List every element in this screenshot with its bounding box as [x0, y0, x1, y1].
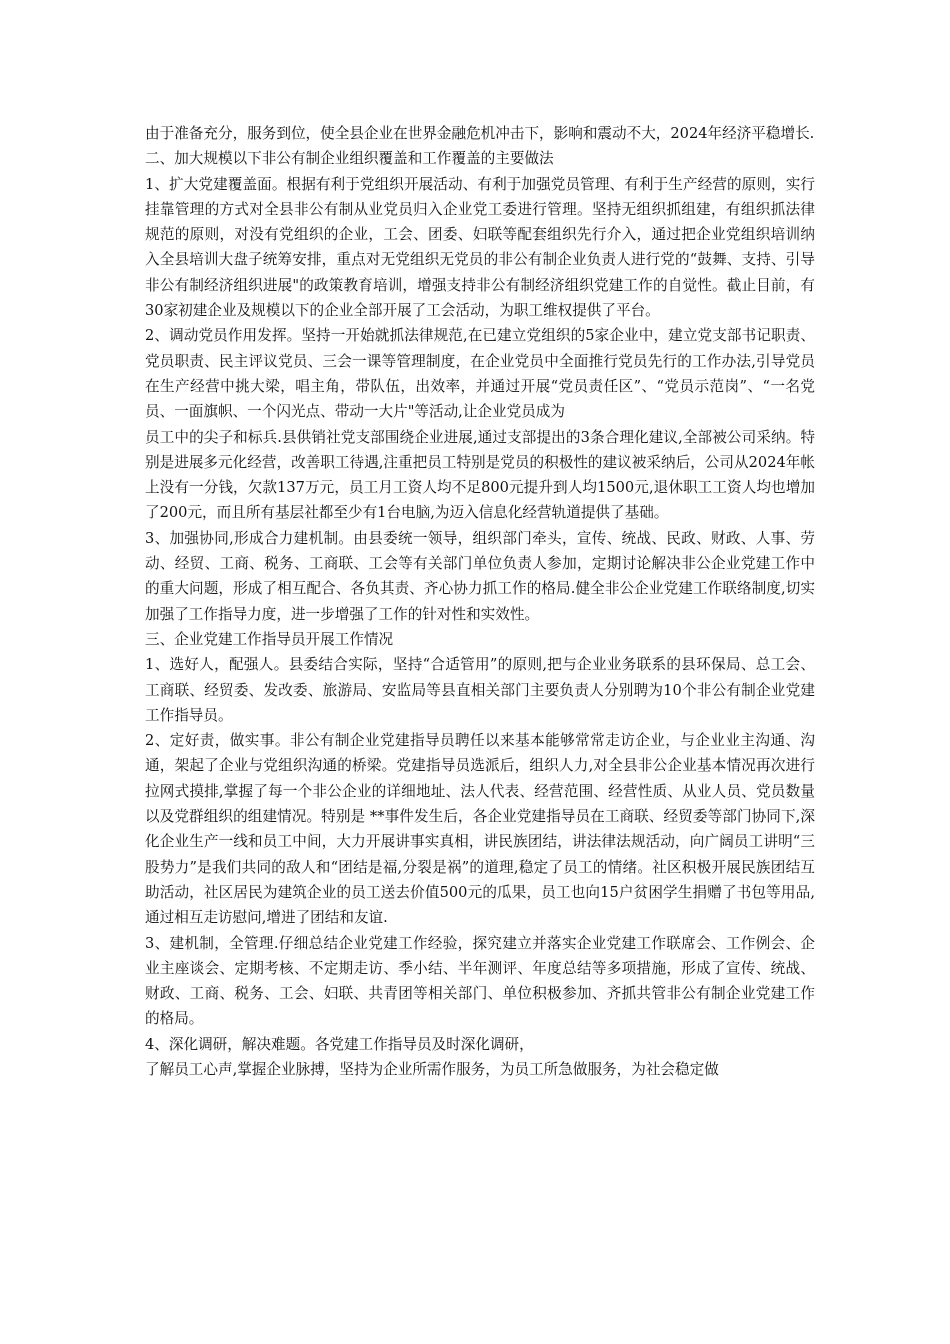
paragraph-2-3: 3、加强协同,形成合力建机制。由县委统一领导，组织部门牵头，宣传、统战、民政、财政、人事、劳动、经贸、工商、税务、工商联、工会等有关部门单位负责人参加，定期讨论解决非公企业党建工作中的重大问题，形成了相互配合、各负其责、齐心协力抓工作的格局.健全非公企业党建工作联络制度,切实加强了工作指导力度，进一步增强了工作的针对性和实效性。: [145, 529, 815, 623]
paragraph-2-2: 2、调动党员作用发挥。坚持一开始就抓法律规范,在已建立党组织的5家企业中，建立党支部书记职责、党员职责、民主评议党员、三会一课等管理制度，在企业党员中全面推行党员先行的工作办法,引导党员在生产经营中挑大梁，唱主角，带队伍，出效率，并通过开展“党员责任区”、“党员示范岗”、“一名党员、一面旗帜、一个闪光点、带动一大片"等活动,让企业党员成为: [145, 327, 815, 421]
paragraph-intro-continuation: 由于准备充分，服务到位，使全县企业在世界金融危机冲击下，影响和震动不大，2024年经济平稳增长.: [145, 125, 815, 142]
paragraph-2-1: 1、扩大党建覆盖面。根据有利于党组织开展活动、有利于加强党员管理、有利于生产经营的原则，实行挂靠管理的方式对全县非公有制从业党员归入企业党工委进行管理。坚持无组织抓组建，有组织抓法律规范的原则，对没有党组织的企业，工会、团委、妇联等配套组织先行介入，通过把企业党组织培训纳入全县培训大盘子统筹安排，重点对无党组织无党员的非公有制企业负责人进行党的“鼓舞、支持、引导非公有制经济组织进展"的政策教育培训，增强支持非公有制经济组织党建工作的自觉性。截止目前，有30家初建企业及规模以下的企业全部开展了工会活动，为职工维权提供了平台。: [145, 175, 815, 320]
paragraph-2-2-continued: 员工中的尖子和标兵.县供销社党支部围绕企业进展,通过支部提出的3条合理化建议,全部被公司采纳。特别是进展多元化经营，改善职工待遇,注重把员工特别是党员的积极性的建议被采纳后，公司从2024年帐上没有一分钱，欠款137万元，员工月工资人均不足800元提升到人均1500元,退休职工工资人均也增加了200元，而且所有基层社都至少有1台电脑,为迈入信息化经营轨道提供了基础。: [145, 428, 815, 522]
paragraph-3-4-continued: 了解员工心声,掌握企业脉搏，坚持为企业所需作服务，为员工所急做服务，为社会稳定做: [145, 1060, 719, 1078]
paragraph-3-3: 3、建机制，全管理.仔细总结企业党建工作经验，探究建立并落实企业党建工作联席会、工作例会、企业主座谈会、定期考核、不定期走访、季小结、半年测评、年度总结等多项措施，形成了宣传、统战、财政、工商、税务、工会、妇联、共青团等相关部门、单位积极参加、齐抓共管非公有制企业党建工作的格局。: [145, 934, 815, 1028]
section-heading-2: 二、加大规模以下非公有制企业组织覆盖和工作覆盖的主要做法: [145, 150, 554, 168]
paragraph-3-4: 4、深化调研，解决难题。各党建工作指导员及时深化调研，: [145, 1035, 534, 1053]
paragraph-3-2: 2、定好责，做实事。非公有制企业党建指导员聘任以来基本能够常常走访企业，与企业业主沟通、沟通，架起了企业与党组织沟通的桥梁。党建指导员选派后，组织人力,对全县非公企业基本情况再次进行拉网式摸排,掌握了每一个非公企业的详细地址、法人代表、经营范围、经营性质、从业人员、党员数量以及党群组织的组建情况。特别是 **事件发生后，各企业党建指导员在工商联、经贸委等部门协同下,深化企业生产一线和员工中间，大力开展讲事实真相，讲民族团结，讲法律法规活动，向广阔员工讲明“三股势力”是我们共同的敌人和“团结是福,分裂是祸”的道理,稳定了员工的情绪。社区积极开展民族团结互助活动，社区居民为建筑企业的员工送去价值500元的瓜果，员工也向15户贫困学生捐赠了书包等用品,通过相互走访慰问,增进了团结和友谊.: [145, 732, 815, 927]
document-body: [145, 121, 815, 1082]
paragraph-3-1: 1、选好人，配强人。县委结合实际，坚持“合适管用”的原则,把与企业业务联系的县环保局、总工会、工商联、经贸委、发改委、旅游局、安监局等县直相关部门主要负责人分别聘为10个非公有制企业党建工作指导员。: [145, 656, 815, 724]
section-heading-3: 三、企业党建工作指导员开展工作情况: [145, 630, 394, 648]
